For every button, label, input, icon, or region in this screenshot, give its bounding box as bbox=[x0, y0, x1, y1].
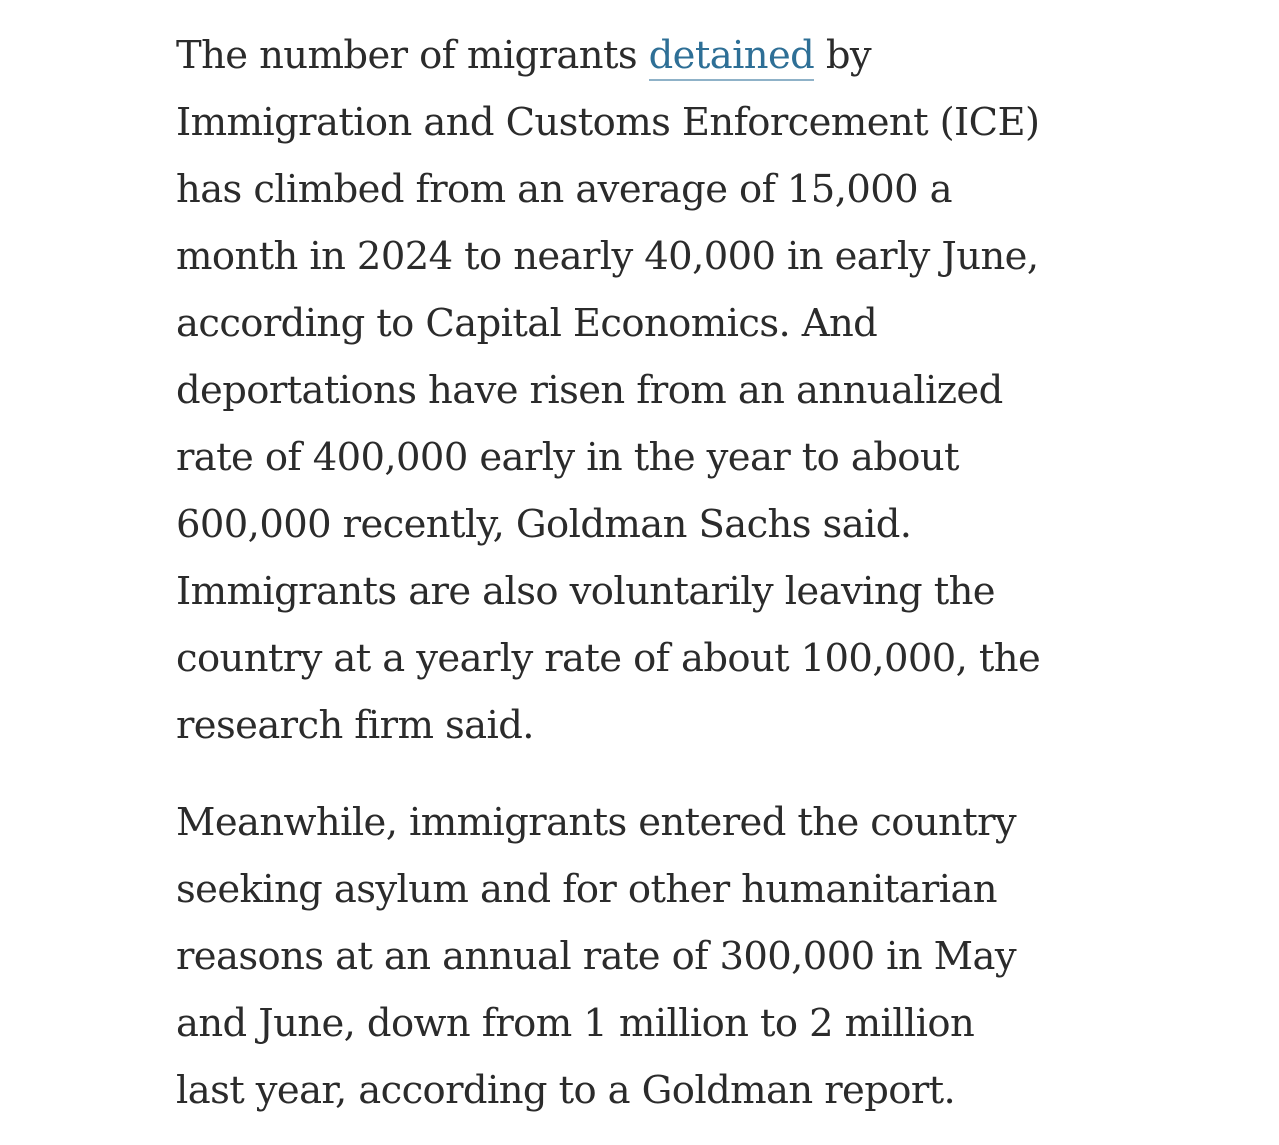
text-line: seeking asylum and for other humanitarian bbox=[176, 867, 997, 912]
text-segment: by bbox=[814, 33, 872, 78]
text-line: rate of 400,000 early in the year to about bbox=[176, 435, 959, 480]
text-line: month in 2024 to nearly 40,000 in early June, bbox=[176, 234, 1039, 279]
text-line: 600,000 recently, Goldman Sachs said. bbox=[176, 502, 912, 547]
text-line: deportations have risen from an annualized bbox=[176, 368, 1003, 413]
text-line: has climbed from an average of 15,000 a bbox=[176, 167, 953, 212]
text-line: Meanwhile, immigrants entered the country bbox=[176, 800, 1017, 845]
detained-link[interactable]: detained bbox=[649, 33, 815, 81]
text-line: and June, down from 1 million to 2 million bbox=[176, 1001, 975, 1046]
text-line: last year, according to a Goldman report. bbox=[176, 1068, 956, 1113]
paragraph-detention-deportation bbox=[176, 22, 1136, 759]
text-line: Immigrants are also voluntarily leaving the bbox=[176, 569, 995, 614]
text-line: research firm said. bbox=[176, 703, 534, 748]
text-line bbox=[176, 22, 1136, 89]
text-line: according to Capital Economics. And bbox=[176, 301, 878, 346]
text-segment: The number of migrants bbox=[176, 33, 649, 78]
paragraph-asylum-entries bbox=[176, 789, 1136, 1124]
article-body bbox=[176, 22, 1136, 1124]
text-line: country at a yearly rate of about 100,000, the bbox=[176, 636, 1041, 681]
text-line: reasons at an annual rate of 300,000 in May bbox=[176, 934, 1016, 979]
text-line: Immigration and Customs Enforcement (ICE) bbox=[176, 100, 1040, 145]
